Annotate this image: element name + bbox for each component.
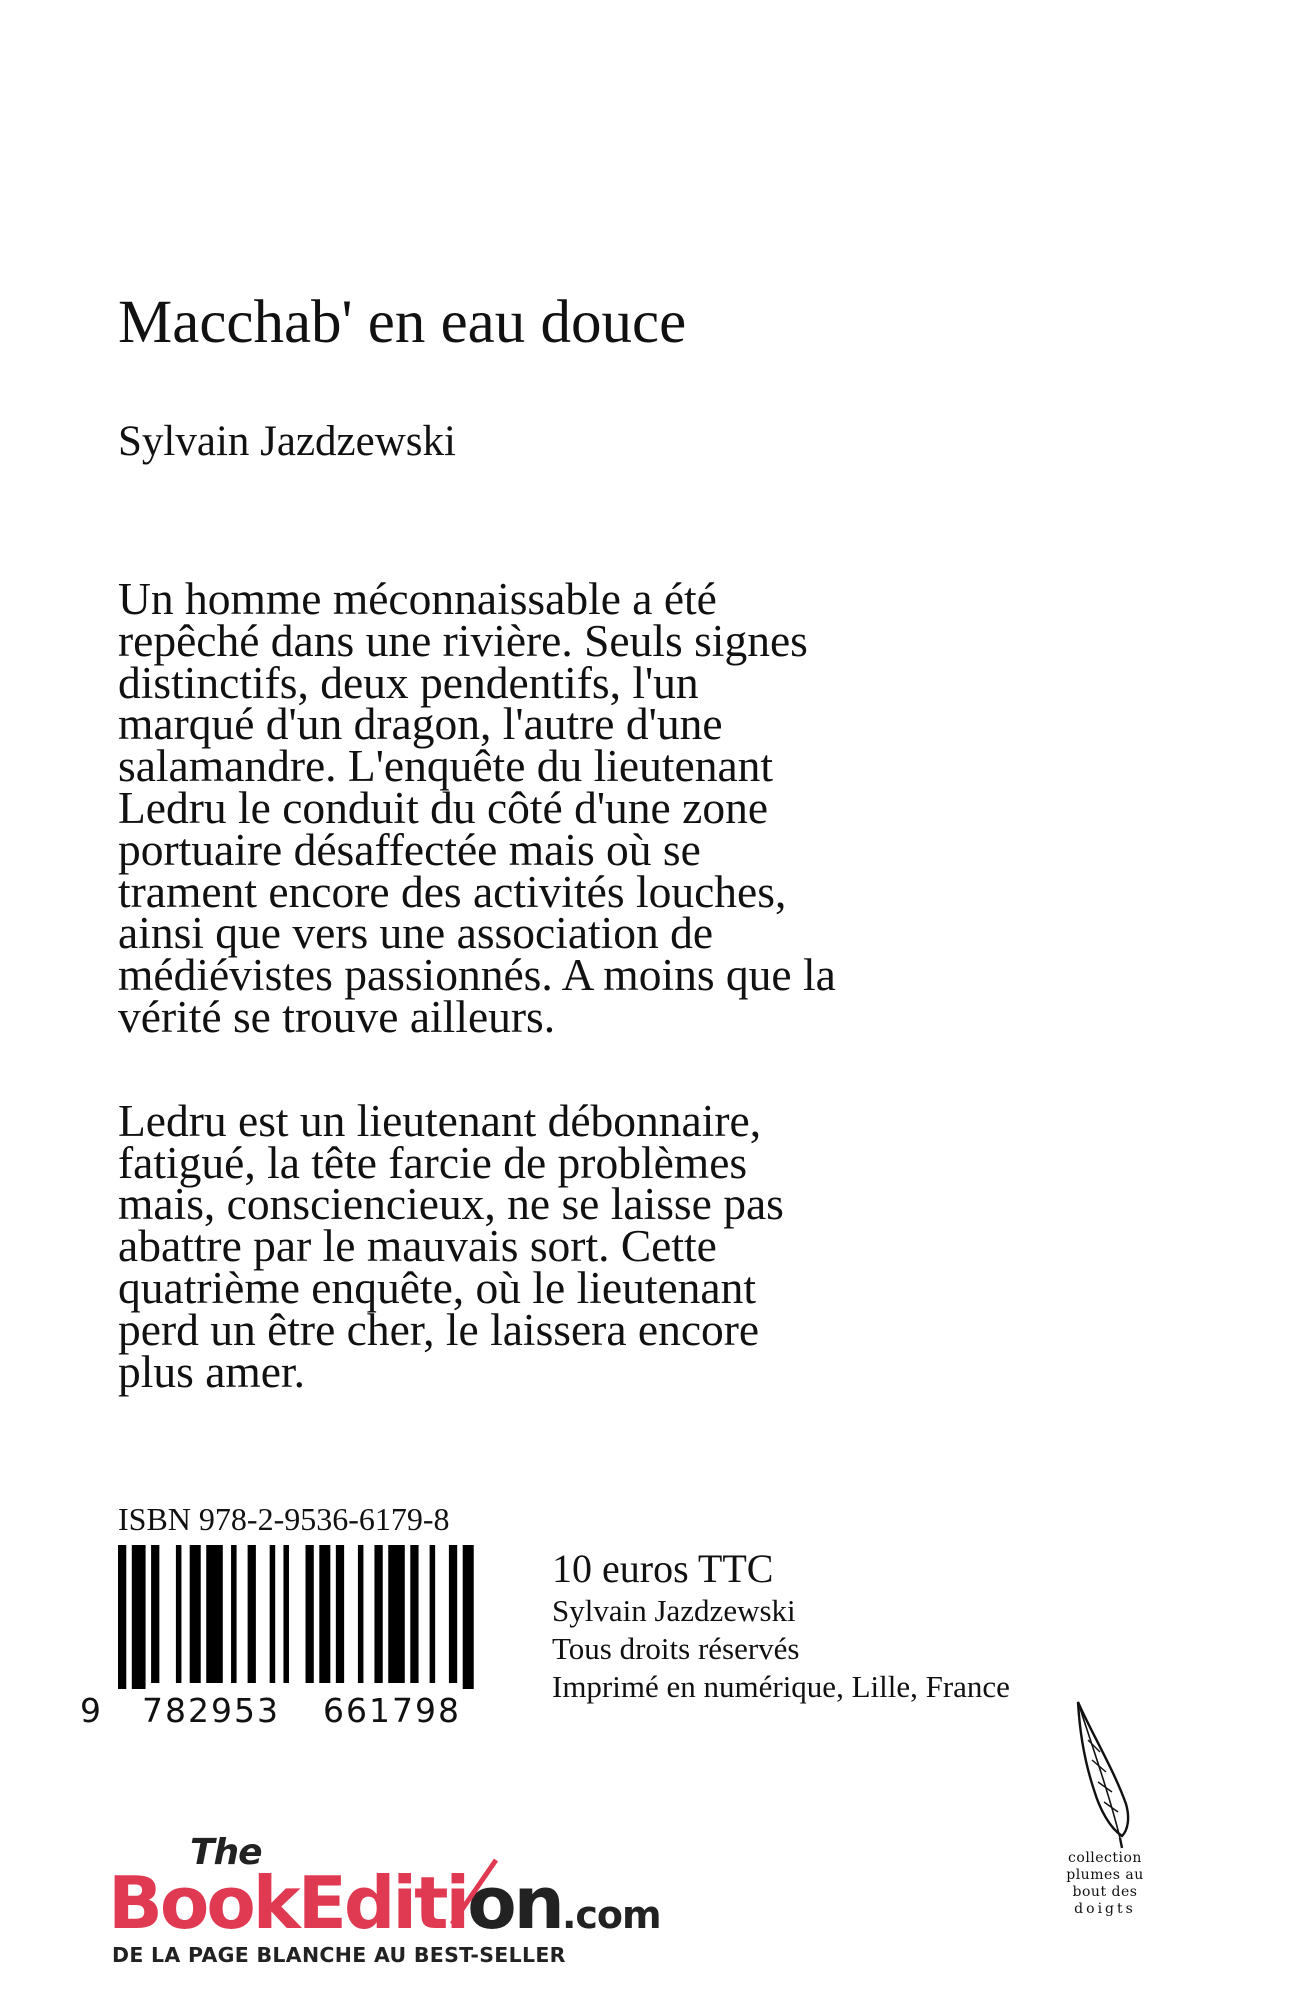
barcode-bar xyxy=(410,1545,418,1683)
bookedition-logo xyxy=(104,1820,704,1970)
book-title: Macchab' en eau douce xyxy=(118,289,687,356)
imprint-printed: Imprimé en numérique, Lille, France xyxy=(552,1669,1010,1704)
imprint-author: Sylvain Jazdzewski xyxy=(552,1593,796,1628)
price-label: 10 euros TTC xyxy=(552,1546,774,1591)
imprint-block xyxy=(552,1546,1010,1706)
barcode-bar xyxy=(190,1545,201,1683)
isbn-label: ISBN 978-2-9536-6179-8 xyxy=(118,1501,450,1537)
blurb-line: portuaire désaffectée mais où se xyxy=(118,823,701,875)
barcode-bar xyxy=(374,1545,382,1683)
logo-book: Book xyxy=(108,1861,298,1945)
blurb-line: trament encore des activités louches, xyxy=(118,865,787,917)
blurb-line: repêché dans une rivière. Seuls signes xyxy=(118,614,808,666)
blurb-line: mais, consciencieux, ne se laisse pas xyxy=(118,1178,784,1230)
collection-line: plumes au xyxy=(1066,1867,1144,1883)
book-author: Sylvain Jazdzewski xyxy=(118,418,456,465)
barcode-bar xyxy=(283,1545,289,1683)
barcode-digit-lead: 9 xyxy=(80,1691,101,1730)
collection-line: collection xyxy=(1068,1850,1142,1866)
barcode-digit-group-left: 782953 xyxy=(142,1691,280,1730)
collection-line: doigts xyxy=(1074,1901,1136,1917)
blurb-line: plus amer. xyxy=(118,1345,306,1397)
back-cover-blurb xyxy=(118,573,998,1397)
blurb-line: quatrième enquête, où le lieutenant xyxy=(118,1261,756,1313)
logo-o: o xyxy=(467,1861,514,1945)
barcode-bar xyxy=(449,1545,457,1683)
collection-mark xyxy=(1040,1700,1170,1960)
barcode-digits xyxy=(80,1689,490,1733)
blurb-paragraph-2 xyxy=(118,1094,998,1397)
collection-line: bout des xyxy=(1072,1884,1138,1900)
blurb-line: fatigué, la tête farcie de problèmes xyxy=(118,1136,748,1188)
imprint-rights: Tous droits réservés xyxy=(552,1631,800,1666)
barcode-bar xyxy=(248,1545,256,1683)
blurb-line: vérité se trouve ailleurs. xyxy=(118,990,556,1042)
logo-dotcom: .com xyxy=(561,1893,661,1937)
blurb-line: Ledru est un lieutenant débonnaire, xyxy=(118,1094,762,1146)
barcode-bar xyxy=(151,1545,159,1683)
barcode-bar xyxy=(176,1545,182,1683)
logo-n: n xyxy=(513,1861,562,1945)
blurb-line: Un homme méconnaissable a été xyxy=(118,573,717,624)
barcode-bar xyxy=(306,1545,314,1683)
blurb-line: médiévistes passionnés. A moins que la xyxy=(118,949,836,1001)
barcode-bar xyxy=(463,1545,474,1689)
barcode-icon xyxy=(118,1545,482,1689)
barcode-bar xyxy=(319,1545,330,1683)
barcode-bar xyxy=(118,1545,126,1689)
quill-feather-icon xyxy=(1070,1700,1140,1850)
blurb-line: abattre par le mauvais sort. Cette xyxy=(118,1220,717,1272)
barcode-bar xyxy=(270,1545,276,1683)
barcode-digit-group-right: 661798 xyxy=(323,1691,461,1730)
barcode-bar xyxy=(231,1545,237,1683)
logo-tagline: DE LA PAGE BLANCHE AU BEST-SELLER xyxy=(112,1943,566,1967)
barcode-bar xyxy=(132,1545,146,1689)
paragraph-gap xyxy=(118,1038,998,1100)
logo-wordmark xyxy=(108,1861,661,1945)
blurb-line: Ledru le conduit du côté d'une zone xyxy=(118,781,769,833)
barcode-bar xyxy=(206,1545,223,1683)
blurb-line: salamandre. L'enquête du lieutenant xyxy=(118,740,774,792)
logo-edition: Editi xyxy=(297,1861,468,1945)
barcode-bar xyxy=(358,1545,364,1683)
blurb-line: distinctifs, deux pendentifs, l'un xyxy=(118,656,699,708)
blurb-line: ainsi que vers une association de xyxy=(118,907,714,959)
blurb-paragraph-1 xyxy=(118,573,998,1042)
blurb-line: marqué d'un dragon, l'autre d'une xyxy=(118,698,723,750)
barcode-bar xyxy=(388,1545,405,1683)
collection-label xyxy=(1040,1850,1170,1918)
logo-the: The xyxy=(190,1832,262,1873)
barcode-bar xyxy=(430,1545,436,1683)
barcode-bar xyxy=(336,1545,344,1683)
blurb-line: perd un être cher, le laissera encore xyxy=(118,1303,760,1355)
